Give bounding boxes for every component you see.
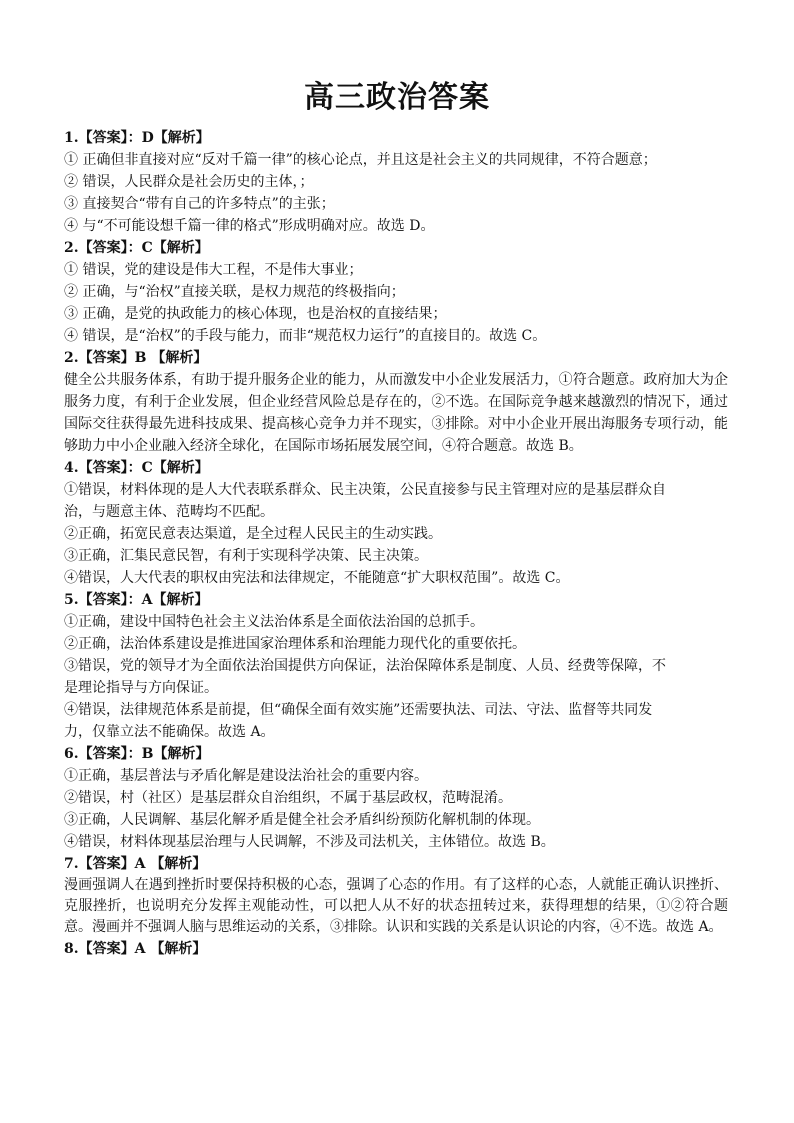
question-1-line: ③ 直接契合“带有自己的许多特点”的主张； <box>64 196 335 212</box>
question-4-line: ③正确，汇集民意民智，有利于实现科学决策、民主决策。 <box>64 548 428 564</box>
question-4-line: 治，与题意主体、范畴均不匹配。 <box>64 504 274 520</box>
question-6-line: ③正确，人民调解、基层化解矛盾是健全社会矛盾纠纷预防化解机制的体现。 <box>64 812 540 828</box>
question-3-explanation: 健全公共服务体系，有助于提升服务企业的能力，从而激发中小企业发展活力，①符合题意。政府加大为企服务力度，有利于企业发展，但企业经营风险总是存在的，②不选。在国际竞争越来越激烈的情况下，通过国际交往获得最先进科技成果、提高核心竞争力并不现实，③排除。对中小企业开展出海服务专项行动，能够助力中小企业融入经济全球化，在国际市场拓展发展空间，④符合题意。故选 B。 <box>64 372 728 454</box>
question-4-line: ②正确，拓宽民意表达渠道，是全过程人民民主的生动实践。 <box>64 526 442 542</box>
question-2-line: ④ 错误，是“治权”的手段与能力，而非“规范权力运行”的直接目的。故选 C。 <box>64 328 547 344</box>
question-3-header: 2.【答案】B 【解析】 <box>64 350 208 366</box>
question-5-line: ①正确，建设中国特色社会主义法治体系是全面依法治国的总抓手。 <box>64 614 484 630</box>
question-6-header: 6.【答案】：B【解析】 <box>64 746 210 762</box>
question-4-line: ④错误，人大代表的职权由宪法和法律规定，不能随意“扩大职权范围”。故选 C。 <box>64 570 570 586</box>
question-1-header: 1.【答案】：D【解析】 <box>64 130 210 146</box>
question-4-line: ①错误，材料体现的是人大代表联系群众、民主决策，公民直接参与民主管理对应的是基层群众自 <box>64 482 666 498</box>
question-5-line: 力，仅靠立法不能确保。故选 A。 <box>64 724 275 740</box>
question-5-line: ③错误，党的领导才为全面依法治国提供方向保证，法治保障体系是制度、人员、经费等保障，不 <box>64 658 666 674</box>
question-6-line: ②错误，村（社区）是基层群众自治组织，不属于基层政权，范畴混淆。 <box>64 790 512 806</box>
question-6-line: ④错误，材料体现基层治理与人民调解，不涉及司法机关，主体错位。故选 B。 <box>64 834 555 850</box>
question-5-header: 5.【答案】：A【解析】 <box>64 592 209 608</box>
question-1-line: ② 错误，人民群众是社会历史的主体，； <box>64 174 314 190</box>
question-5-line: 是理论指导与方向保证。 <box>64 680 218 696</box>
question-7-explanation: 漫画强调人在遇到挫折时要保持积极的心态，强调了心态的作用。有了这样的心态，人就能正确认识挫折、克服挫折，也说明充分发挥主观能动性，可以把人从不好的状态扭转过来，获得理想的结果，①②符合题意。漫画并不强调人脑与思维运动的关系，③排除。认识和实践的关系是认识论的内容，④不选。故选 A。 <box>64 877 728 935</box>
question-7-header: 7.【答案】A 【解析】 <box>64 856 207 872</box>
question-2-header: 2.【答案】：C【解析】 <box>64 240 209 256</box>
question-2-line: ① 错误，党的建设是伟大工程，不是伟大事业； <box>64 262 363 278</box>
question-4-header: 4.【答案】：C【解析】 <box>64 460 209 476</box>
page-title: 高三政治答案 <box>304 80 490 115</box>
question-5-line: ②正确，法治体系建设是推进国家治理体系和治理能力现代化的重要依托。 <box>64 636 526 652</box>
question-1-line: ① 正确但非直接对应“反对千篇一律”的核心论点，并且这是社会主义的共同规律，不符合题意； <box>64 152 657 168</box>
question-5-line: ④错误，法律规范体系是前提，但“确保全面有效实施”还需要执法、司法、守法、监督等共同发 <box>64 702 653 718</box>
question-1-line: ④ 与“不可能设想千篇一律的格式”形成明确对应。故选 D。 <box>64 218 435 234</box>
question-2-line: ② 正确，与“治权”直接关联，是权力规范的终极指向； <box>64 284 405 300</box>
answer-body <box>64 127 728 960</box>
question-8-header: 8.【答案】A 【解析】 <box>64 941 207 957</box>
question-6-line: ①正确，基层普法与矛盾化解是建设法治社会的重要内容。 <box>64 768 428 784</box>
question-2-line: ③ 正确，是党的执政能力的核心体现，也是治权的直接结果； <box>64 306 447 322</box>
